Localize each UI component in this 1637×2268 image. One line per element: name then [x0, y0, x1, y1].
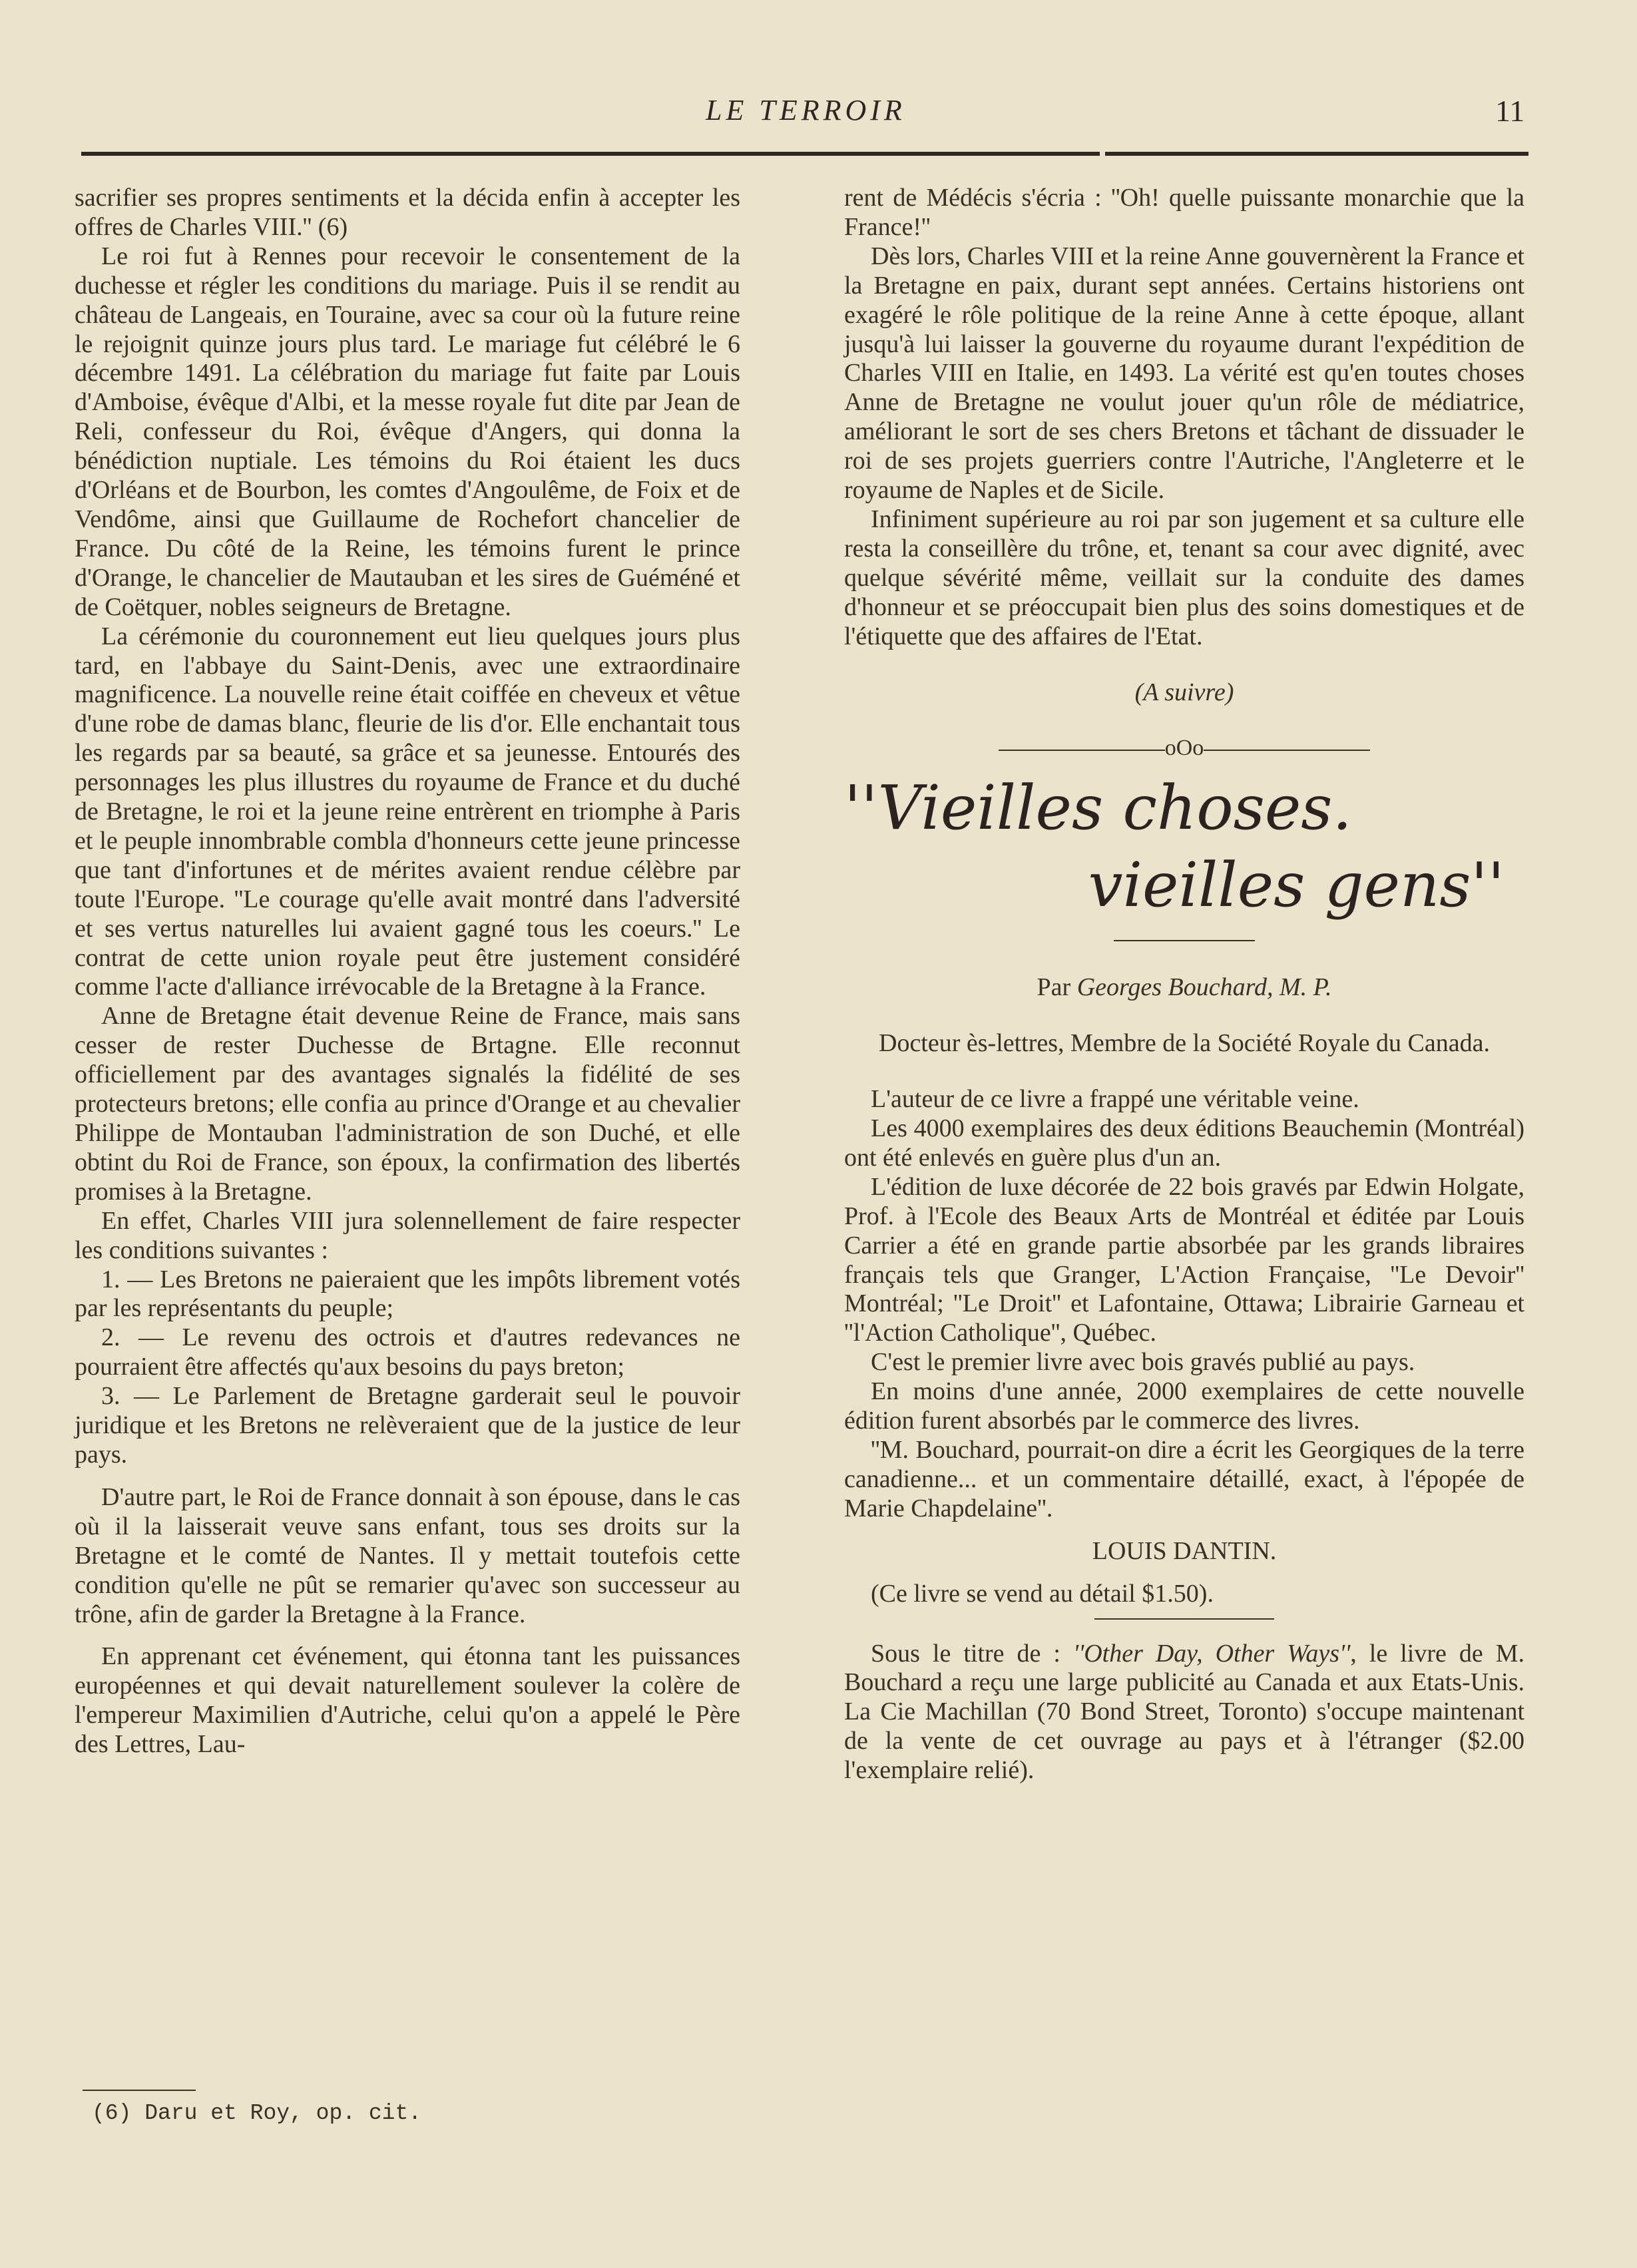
list-item: 1. — Les Bretons ne paieraient que les impôts librement votés par les représentants du peuple;	[75, 1265, 740, 1323]
section-separator: oOo	[844, 734, 1524, 763]
paragraph: L'édition de luxe décorée de 22 bois gravés par Edwin Holgate, Prof. à l'Ecole des Beaux Arts de Montréal et éditée par Louis Carrier a été en grande partie absorbée par les grands libraires français tels que Granger, L'Action Française, ''Le Devoir'' Montréal; ''Le Droit'' et Lafontaine, Ottawa; Librairie Garneau et ''l'Action Catholique'', Québec.	[844, 1172, 1524, 1347]
price-note: (Ce livre se vend au détail $1.50).	[871, 1579, 1214, 1608]
paragraph: L'auteur de ce livre a frappé une véritable veine.	[871, 1085, 1359, 1114]
page-number: 11	[1495, 94, 1525, 128]
right-column	[844, 184, 1524, 1785]
signature: LOUIS DANTIN.	[1092, 1536, 1277, 1565]
paragraph: Dès lors, Charles VIII et la reine Anne gouvernèrent la France et la Bretagne en paix, durant sept années. Certains historiens ont exagéré le rôle politique de la reine Anne à cette époque, allant jusqu'à lui laisser la gouverne du royaume durant l'expédition de Charles VIII en Italie, en 1493. La vérité est qu'en toutes choses Anne de Bretagne ne voulut jouer qu'un rôle de médiatrice, améliorant le sort de ses chers Bretons et tâchant de dissuader le roi de ses projets guerriers contre l'Autriche, l'Angleterre et le royaume de Naples et de Sicile.	[844, 242, 1524, 505]
list-item: 3. — Le Parlement de Bretagne garderait seul le pouvoir juridique et les Bretons ne relèveraient que de la justice de leur pays.	[75, 1382, 740, 1469]
paragraph: Sous le titre de : ''Other Day, Other Ways'', le livre de M. Bouchard a reçu une large publicité au Canada et aux Etats-Unis. La Cie Machillan (70 Bond Street, Toronto) s'occupe maintenant de la vente de cet ouvrage au pays et à l'étranger ($2.00 l'exemplaire relié).	[844, 1639, 1524, 1785]
article-title	[844, 770, 1524, 924]
paragraph: En effet, Charles VIII jura solennellement de faire respecter les conditions suivantes :	[75, 1206, 740, 1264]
left-column	[75, 184, 740, 1759]
author-name: Georges Bouchard, M. P.	[1076, 973, 1332, 1002]
article-title-line: ''Vieilles choses.	[844, 772, 1352, 844]
paragraph: sacrifier ses propres sentiments et la décida enfin à accepter les offres de Charles VIII.'' (6)	[75, 184, 740, 241]
author-credentials: Docteur ès-lettres, Membre de la Société Royale du Canada.	[879, 1029, 1490, 1058]
paragraph: Anne de Bretagne était devenue Reine de France, mais sans cesser de rester Duchesse de Brtagne. Elle reconnut officiellement par des avantages signalés la fidélité de ses protecteurs bretons; elle confia au prince d'Orange et au chevalier Philippe de Montauban l'administration de son Duché, et elle obtint du Roi de France, son époux, la confirmation des libertés promises à la Bretagne.	[75, 1002, 740, 1206]
divider	[1114, 940, 1255, 941]
header-rule	[81, 152, 1100, 156]
running-title: LE TERROIR	[706, 94, 906, 126]
byline: Par Georges Bouchard, M. P.	[1037, 973, 1332, 1002]
divider	[1094, 1618, 1274, 1620]
paragraph: Infiniment supérieure au roi par son jugement et sa culture elle resta la conseillère du trône, et, tenant sa cour avec dignité, avec quelque sévérité même, veillait sur la conduite des dames d'honneur et se préoccupait bien plus des soins domestiques et de l'étiquette que des affaires de l'Etat.	[844, 505, 1524, 650]
list-item: 2. — Le revenu des octrois et d'autres redevances ne pourraient être affectés qu'aux besoins du pays breton;	[75, 1323, 740, 1381]
paragraph: Le roi fut à Rennes pour recevoir le consentement de la duchesse et régler les conditions du mariage. Puis il se rendit au château de Langeais, en Touraine, avec sa cour où la future reine le rejoignit quinze jours plus tard. Le mariage fut célébré le 6 décembre 1491. La célébration du mariage fut faite par Louis d'Amboise, évêque d'Albi, et la messe royale fut dite par Jean de Reli, confesseur du Roi, évêque d'Angers, qui donna la bénédiction nuptiale. Les témoins du Roi étaient les ducs d'Orléans et de Bourbon, les comtes d'Angoulême, de Foix et de Vendôme, ainsi que Guillaume de Rochefort chancelier de France. Du côté de la Reine, les témoins furent le prince d'Orange, le chancelier de Mautauban et les sires de Guéméné et de Coëtquer, nobles seigneurs de Bretagne.	[75, 242, 740, 621]
paragraph: La cérémonie du couronnement eut lieu quelques jours plus tard, en l'abbaye du Saint-Denis, avec une extraordinaire magnificence. La nouvelle reine était coiffée en cheveux et vêtue d'une robe de damas blanc, fleurie de lis d'or. Elle enchantait tous les regards par sa beauté, sa grâce et sa jeunesse. Entourés des personnages les plus illustres du royaume de France et du duché de Bretagne, le roi et la jeune reine entrèrent en triomphe à Paris et le peuple innombrable combla d'honneurs cette jeune princesse que tant d'infortunes et de mérites avaient rendue célèbre par toute l'Europe. ''Le courage qu'elle avait montré dans l'adversité et ses vertus naturelles lui avaient gagné tous les coeurs.'' Le contrat de cette union royale peut être justement considéré comme l'acte d'alliance irrévocable de la Bretagne à la France.	[75, 622, 740, 1001]
paragraph: C'est le premier livre avec bois gravés publié au pays.	[871, 1348, 1415, 1377]
paragraph: D'autre part, le Roi de France donnait à son épouse, dans le cas où il la laisserait veuve sans enfant, tous ses droits sur la Bretagne et le comté de Nantes. Il y mettait toutefois cette condition qu'elle ne pût se remarier qu'avec son successeur au trône, afin de garder la Bretagne à la France.	[75, 1482, 740, 1628]
paragraph: En apprenant cet événement, qui étonna tant les puissances européennes et qui devait naturellement soulever la colère de l'empereur Maximilien d'Autriche, celui qu'on a appelé le Père des Lettres, Lau-	[75, 1642, 740, 1759]
book-title: ''Other Day, Other Ways''	[1072, 1639, 1351, 1668]
to-be-continued: (A suivre)	[1134, 678, 1234, 706]
paragraph: ''M. Bouchard, pourrait-on dire a écrit les Georgiques de la terre canadienne... et un commentaire détaillé, exact, à l'épopée de Marie Chapdelaine''.	[844, 1436, 1524, 1522]
paragraph: Les 4000 exemplaires des deux éditions Beauchemin (Montréal) ont été enlevés en guère plus d'un an.	[844, 1114, 1524, 1172]
footnote-rule	[83, 2090, 196, 2091]
footnote: (6) Daru et Roy, op. cit.	[92, 2101, 422, 2126]
page-header	[0, 0, 1637, 160]
paragraph: rent de Médécis s'écria : ''Oh! quelle puissante monarchie que la France!''	[844, 184, 1524, 241]
header-rule	[1105, 152, 1528, 156]
paragraph: En moins d'une année, 2000 exemplaires de cette nouvelle édition furent absorbés par le commerce des livres.	[844, 1377, 1524, 1435]
article-title-line: vieilles gens''	[1088, 849, 1505, 921]
